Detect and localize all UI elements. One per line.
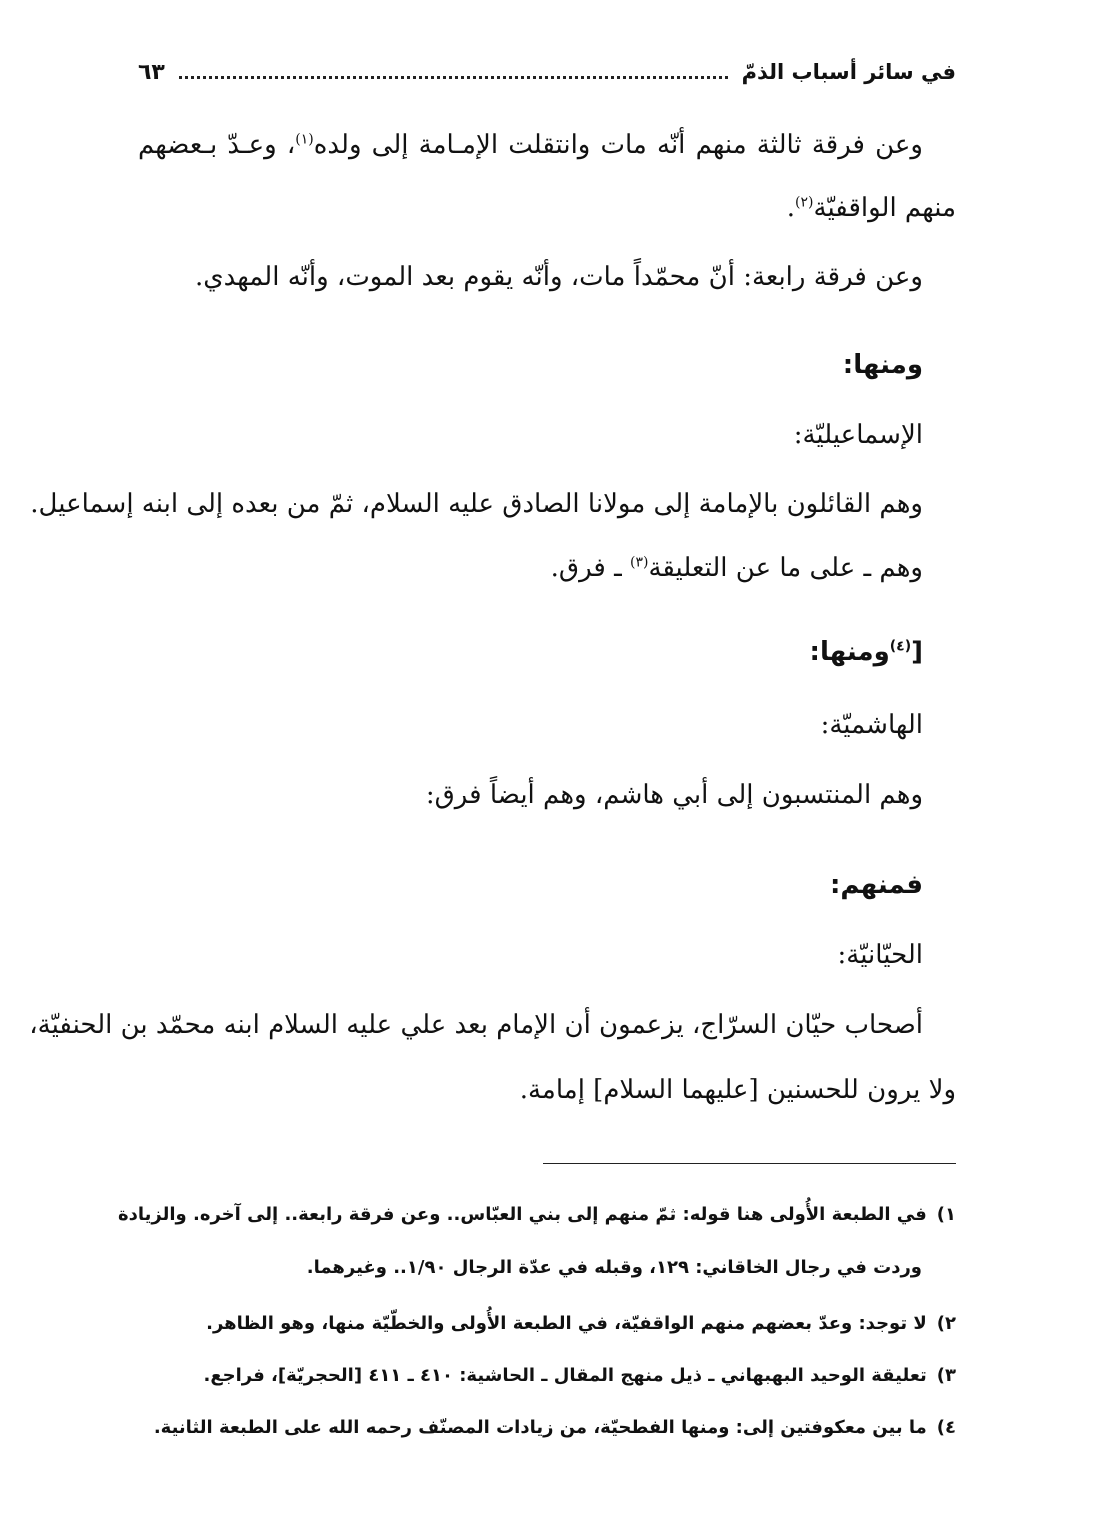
footnote-continuation: وردت في رجال الخاقاني: ١٢٩، وقبله في عدّة الرجال ١/٩٠.. وغيرهما. [306, 1257, 922, 1278]
sect-name: الإسماعيليّة: [793, 420, 923, 450]
footnote [138, 1416, 956, 1439]
text-run: . [786, 193, 796, 223]
footnote-text: في الطبعة الأُولى هنا قوله: ثمّ منهم إلى بني العبّاس.. وعن فرقة رابعة.. إلى آخره. والزيادة [118, 1204, 927, 1225]
footnote-ref: (٢) [795, 194, 814, 211]
paragraph-line: وعن فرقة رابعة: أنّ محمّداً مات، وأنّه يقوم بعد الموت، وأنّه المهدي. [195, 262, 923, 292]
footnote-ref: (٤) [889, 638, 912, 655]
paragraph-line [138, 193, 956, 224]
paragraph-line: أصحاب حيّان السرّاج، يزعمون أن الإمام بعد علي عليه السلام ابنه محمّد بن الحنفيّة، [29, 1010, 923, 1040]
section-heading: ومنها: [842, 350, 923, 380]
running-head [138, 50, 956, 94]
paragraph-line [138, 553, 923, 584]
footnote-ref: (١) [295, 131, 314, 148]
paragraph-line: ولا يرون للحسنين [عليهما السلام] إمامة. [519, 1075, 956, 1105]
section-heading [138, 637, 923, 668]
sect-name: الهاشميّة: [820, 710, 923, 740]
footnote-number: ٤) [936, 1417, 956, 1438]
section-heading: فمنهم: [829, 870, 923, 900]
footnote-separator [543, 1163, 956, 1164]
footnote [118, 1203, 956, 1226]
footnote [138, 1364, 956, 1387]
sect-name: الحيّانيّة: [837, 940, 923, 970]
footnote-text: لا توجد: وعدّ بعضهم منهم الواقفيّة، في الطبعة الأُولى والخطّيّة منها، وهو الظاهر. [206, 1313, 927, 1334]
footnote-text: ما بين معكوفتين إلى: ومنها الفطحيّة، من زيادات المصنّف رحمه الله على الطبعة الثانية. [153, 1417, 927, 1438]
leader-dots [179, 76, 728, 79]
page-number: ٦٣ [138, 59, 165, 85]
footnote-text: تعليقة الوحيد البهبهاني ـ ذيل منهج المقال ـ الحاشية: ٤١٠ ـ ٤١١ [الحجريّة]، فراجع. [203, 1365, 927, 1386]
text-run: منهم الواقفيّة [813, 193, 956, 223]
paragraph-line: وهم القائلون بالإمامة إلى مولانا الصادق عليه السلام، ثمّ من بعده إلى ابنه إسماعيل. [30, 489, 923, 519]
paragraph-line [138, 130, 923, 161]
text-run: وعن فرقة ثالثة منهم أنّه مات وانتقلت الإمـامة إلى ولده [313, 130, 923, 160]
text-run: ـ فرق. [550, 553, 630, 583]
running-head-title: في سائر أسباب الذمّ [741, 60, 956, 84]
heading-text: ومنها: [809, 637, 890, 667]
footnote [138, 1312, 956, 1335]
footnote-number: ١) [936, 1204, 956, 1225]
paragraph-line: وهم المنتسبون إلى أبي هاشم، وهم أيضاً فرق: [425, 780, 923, 810]
footnote-number: ٢) [936, 1313, 956, 1334]
footnote-ref: (٣) [629, 554, 649, 571]
footnote-number: ٣) [936, 1365, 956, 1386]
text-run: ، وعـدّ بـعضهم [138, 130, 296, 160]
text-run: وهم ـ على ما عن التعليقة [648, 553, 923, 583]
bracket: [ [911, 637, 923, 667]
